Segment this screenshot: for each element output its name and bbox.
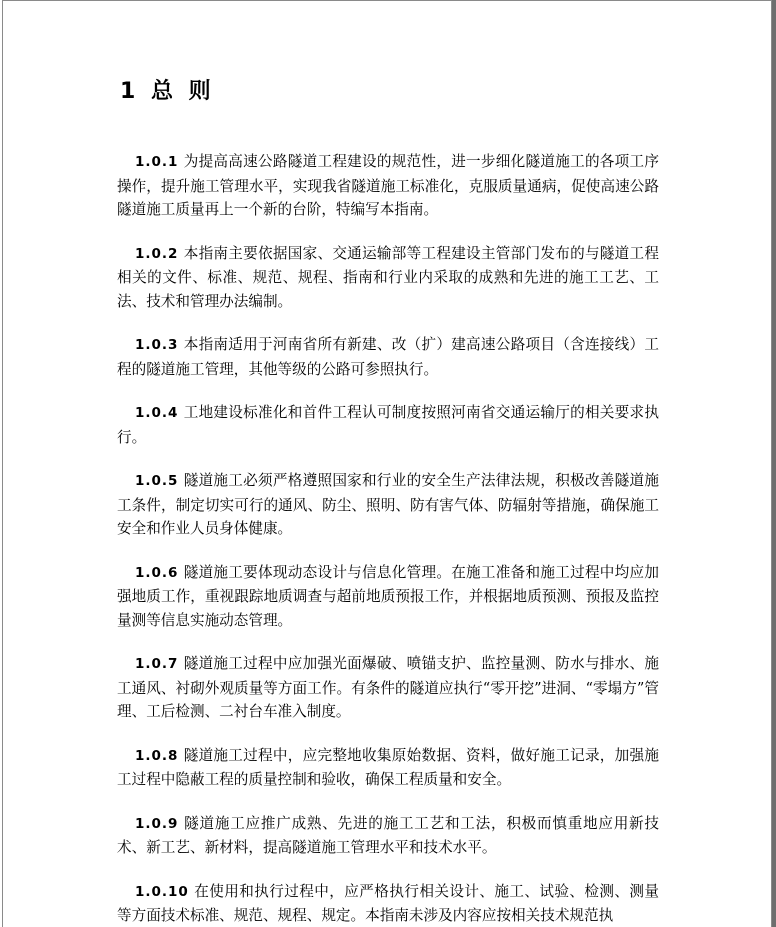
chapter-title: 1 总 则 [120, 79, 215, 104]
clause-text: 在使用和执行过程中，应严格执行相关设计、施工、试验、检测、测量等方面技术标准、规范、规程、规定。本指南未涉及内容应按相关技术规范执 [117, 882, 659, 924]
clause-number: 1.0.1 [135, 154, 179, 170]
clause-1-0-10 [117, 880, 659, 927]
clause-number: 1.0.9 [135, 815, 179, 832]
clause-number: 1.0.3 [135, 337, 179, 353]
clause-text: 隧道施工要体现动态设计与信息化管理。在施工准备和施工过程中均应加强地质工作，重视跟踪地质调查与超前地质预报工作，并根据地质预测、预报及监控量测等信息实施动态管理。 [117, 563, 659, 629]
clause-number: 1.0.2 [135, 245, 179, 262]
clause-1-0-3 [117, 333, 659, 381]
clause-text: 隧道施工必须严格遵照国家和行业的安全生产法律法规，积极改善隧道施工条件，制定切实可行的通风、防尘、照明、防有害气体、防辐射等措施，确保施工安全和作业人员身体健康。 [117, 472, 659, 537]
clause-number: 1.0.10 [135, 883, 189, 900]
clause-1-0-4 [117, 401, 659, 449]
clause-number: 1.0.4 [135, 405, 179, 421]
clause-text: 本指南适用于河南省所有新建、改（扩）建高速公路项目（含连接线）工程的隧道施工管理，其他等级的公路可参照执行。 [117, 336, 659, 378]
clause-text: 本指南主要依据国家、交通运输部等工程建设主管部门发布的与隧道工程相关的文件、标准、规范、规程、指南和行业内采取的成熟和先进的施工工艺、工法、技术和管理办法编制。 [117, 244, 659, 310]
clause-text: 工地建设标准化和首件工程认可制度按照河南省交通运输厅的相关要求执行。 [117, 404, 659, 446]
clause-number: 1.0.6 [135, 564, 179, 581]
clause-text: 隧道施工应推广成熟、先进的施工工艺和工法，积极而慎重地应用新技术、新工艺、新材料，提高隧道施工管理水平和技术水平。 [117, 814, 659, 856]
clause-number: 1.0.8 [135, 747, 179, 764]
clause-number: 1.0.5 [135, 473, 179, 489]
clause-1-0-5 [117, 469, 659, 541]
clause-list [117, 150, 659, 927]
clause-text: 为提高高速公路隧道工程建设的规范性，进一步细化隧道施工的各项工序操作，提升施工管理水平，实现我省隧道施工标准化，克服质量通病，促使高速公路隧道施工质量再上一个新的台阶，特编写本指南。 [117, 153, 659, 218]
clause-1-0-7 [117, 652, 659, 724]
clause-text: 隧道施工过程中，应完整地收集原始数据、资料，做好施工记录，加强施工过程中隐蔽工程的质量控制和验收，确保工程质量和安全。 [117, 746, 659, 788]
clause-text: 隧道施工过程中应加强光面爆破、喷锚支护、监控量测、防水与排水、施工通风、衬砌外观质量等方面工作。有条件的隧道应执行“零开挖”进洞、“零塌方”管理、工后检测、二衬台车准入制度。 [117, 655, 659, 720]
clause-1-0-8 [117, 744, 659, 792]
clause-1-0-2 [117, 242, 659, 314]
clause-1-0-9 [117, 812, 659, 860]
clause-1-0-1 [117, 150, 659, 222]
page-edge-shadow [772, 0, 776, 927]
clause-number: 1.0.7 [135, 656, 179, 672]
clause-1-0-6 [117, 561, 659, 633]
